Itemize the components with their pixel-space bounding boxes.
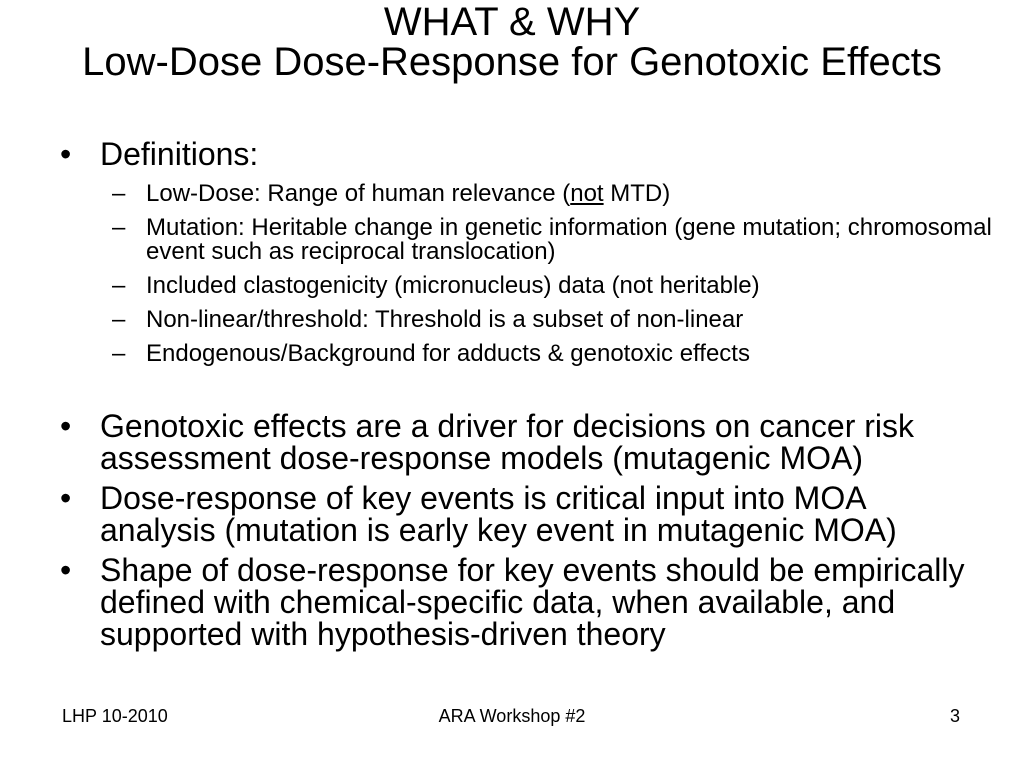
- sub-bullet-marker: –: [112, 214, 126, 241]
- sub-bullet-endogenous: [0, 342, 1024, 366]
- sub-bullet-marker: –: [112, 340, 126, 367]
- sub-bullet-text: Included clastogenicity (micronucleus) data (not heritable): [146, 272, 760, 299]
- bullet-genotoxic: [0, 410, 1024, 474]
- slide-body: [0, 138, 1024, 650]
- footer-page-number: 3: [950, 706, 961, 726]
- sub-bullet-marker: –: [112, 180, 126, 207]
- bullet-text: Shape of dose-response for key events should be empirically defined with chemical-specific data, when available, and supported with hypothesis-driven theory: [100, 552, 965, 652]
- slide-title: [0, 2, 1024, 82]
- sub-bullet-low-dose: [0, 182, 1024, 206]
- bullet-marker: •: [60, 480, 72, 516]
- title-line-2: Low-Dose Dose-Response for Genotoxic Effects: [82, 40, 942, 84]
- bullet-marker: •: [60, 136, 72, 172]
- bullet-dose-response: [0, 482, 1024, 546]
- bullet-text: Genotoxic effects are a driver for decisions on cancer risk assessment dose-response models (mutagenic MOA): [100, 408, 914, 476]
- bullet-text: Dose-response of key events is critical input into MOA analysis (mutation is early key event in mutagenic MOA): [100, 480, 897, 548]
- sub-bullet-text: Endogenous/Background for adducts & genotoxic effects: [146, 340, 750, 367]
- title-line-1: WHAT & WHY: [383, 0, 641, 44]
- footer-left: LHP 10-2010: [62, 706, 168, 726]
- bullet-text: Definitions:: [100, 136, 259, 172]
- sub-bullet-nonlinear: [0, 308, 1024, 332]
- sub-bullet-underlined-word: not: [570, 180, 604, 207]
- sub-bullet-marker: –: [112, 272, 126, 299]
- sub-bullet-text-post: MTD): [603, 180, 671, 207]
- sub-bullet-text: Non-linear/threshold: Threshold is a subset of non-linear: [146, 306, 744, 333]
- sub-bullet-marker: –: [112, 306, 126, 333]
- sub-bullet-text-pre: Low-Dose: Range of human relevance (: [146, 180, 571, 207]
- bullet-shape: [0, 554, 1024, 650]
- sub-bullet-mutation: [0, 216, 1024, 264]
- bullet-marker: •: [60, 552, 72, 588]
- bullet-definitions: [0, 138, 1024, 170]
- bullet-marker: •: [60, 408, 72, 444]
- sub-bullet-text: Mutation: Heritable change in genetic information (gene mutation; chromosomal event such as reciprocal translocation): [146, 214, 992, 265]
- sub-bullet-clastogenicity: [0, 274, 1024, 298]
- footer-center: ARA Workshop #2: [438, 706, 586, 726]
